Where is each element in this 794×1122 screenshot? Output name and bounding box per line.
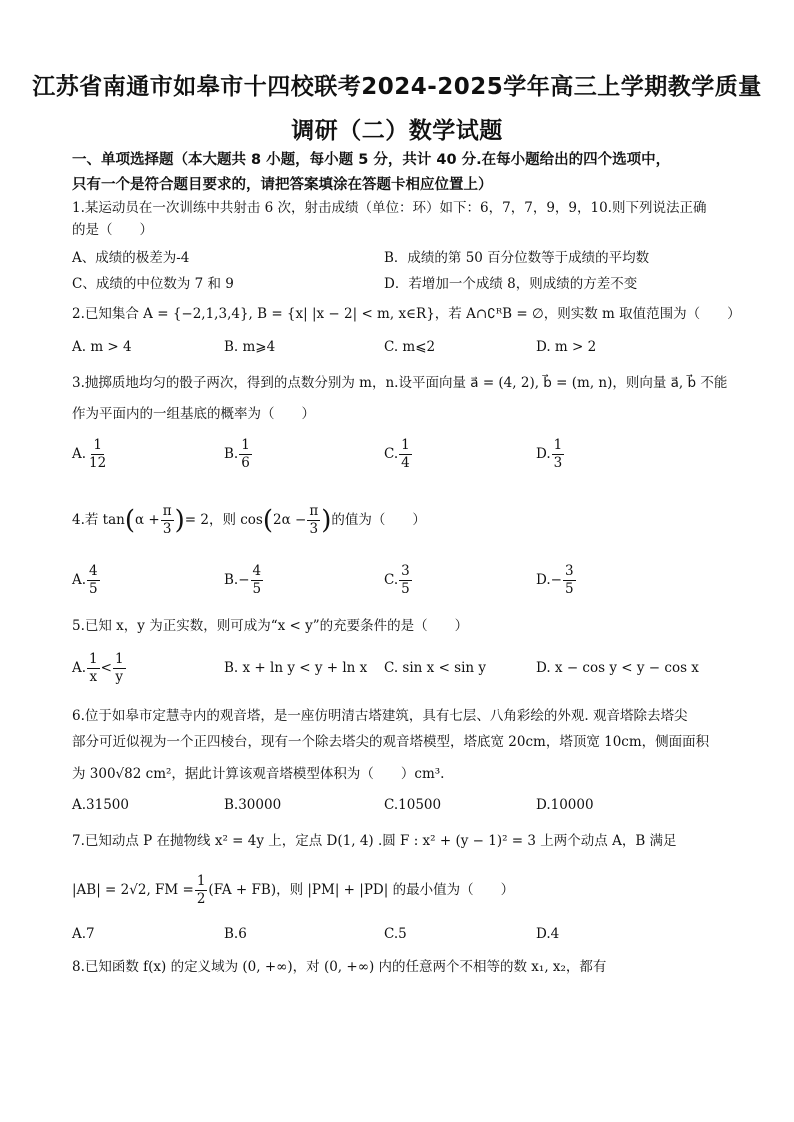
q6-option-c: C.10500 — [384, 797, 442, 813]
q7-stem-1: 7.已知动点 P 在抛物线 x² = 4y 上，定点 D(1, 4) .圆 F : x² + (y − 1)² = 3 上两个动点 A，B 满足 — [72, 833, 677, 849]
q2-stem: 2.已知集合 A = {−2,1,3,4}, B = {x| |x − 2| < m, x∈R}，若 A∩∁ᴿB = ∅，则实数 m 取值范围为（ ） — [72, 306, 741, 322]
q4-pi-b: π — [309, 503, 319, 519]
q2-option-c: C. m⩽2 — [384, 339, 436, 355]
q3-option-a — [72, 437, 109, 472]
title-line-1: 江苏省南通市如皋市十四校联考2024-2025学年高三上学期教学质量 — [32, 74, 762, 100]
q4-three-a: 3 — [162, 521, 172, 537]
q4-option-a-label: A. — [72, 572, 87, 588]
q5-option-a-num-1: 1 — [89, 651, 98, 667]
q8-stem: 8.已知函数 f(x) 的定义域为 (0, +∞)，对 (0, +∞) 内的任意两个不相等的数 x₁, x₂，都有 — [72, 959, 607, 975]
q7-half-numerator: 1 — [196, 873, 206, 889]
q4-option-b-fraction — [251, 563, 264, 598]
q4-prefix: 4.若 tan — [72, 512, 125, 528]
q7-option-d: D.4 — [536, 926, 560, 942]
q7-half-denominator: 2 — [196, 891, 206, 907]
q1-option-b: B．成绩的第 50 百分位数等于成绩的平均数 — [384, 250, 650, 266]
q7-option-a: A.7 — [72, 926, 95, 942]
q5-stem: 5.已知 x，y 为正实数，则可成为“x < y”的充要条件的是（ ） — [72, 618, 469, 634]
q5-option-a-den-2: y — [115, 669, 124, 685]
q4-eq: = 2，则 cos — [184, 512, 263, 528]
q5-option-d: D. x − cos y < y − cos x — [536, 660, 699, 676]
q6-stem-2: 部分可近似视为一个正四棱台，现有一个除去塔尖的观音塔模型，塔底宽 20cm，塔顶宽 10cm，侧面面积 — [72, 734, 710, 750]
q4-three-b: 3 — [309, 521, 319, 537]
q5-option-b: B. x + ln y < y + ln x — [224, 660, 368, 676]
title-line-2: 调研（二）数学试题 — [291, 118, 503, 144]
q4-option-d-sign: − — [550, 572, 562, 588]
q3-option-c — [384, 437, 413, 472]
q6-stem-3: 为 300√82 cm²，据此计算该观音塔模型体积为（ ）cm³. — [72, 766, 445, 782]
q3-option-a-denominator: 12 — [89, 455, 107, 471]
q4-paren-open-2: ( — [262, 505, 274, 536]
q4-suffix: 的值为（ ） — [331, 512, 426, 528]
q5-option-a-den-1: x — [89, 669, 98, 685]
section-heading — [72, 148, 732, 198]
q7-stem-2-part-b: (FA + FB)，则 |PM| + |PD| 的最小值为（ ） — [208, 882, 515, 898]
q4-option-a-numerator: 4 — [89, 563, 98, 579]
q5-option-a-num-2: 1 — [114, 651, 124, 667]
q3-option-a-fraction — [87, 437, 108, 472]
q4-arg1: α + — [135, 512, 160, 528]
q3-option-a-label: A. — [72, 446, 87, 462]
q5-option-a — [72, 651, 127, 686]
q3-option-d-numerator: 1 — [553, 437, 563, 453]
section-heading-line-2: 只有一个是符合题目要求的，请把答案填涂在答题卡相应位置上） — [72, 177, 493, 193]
q4-pi-over-3-b — [307, 503, 320, 538]
q6-stem-1: 6.位于如皋市定慧寺内的观音塔，是一座仿明清古塔建筑，具有七层、八角彩绘的外观. 观音塔除去塔尖 — [72, 708, 688, 724]
q6-option-a: A.31500 — [72, 797, 129, 813]
q3-option-d-fraction — [552, 437, 565, 472]
q4-arg2: 2α − — [273, 512, 307, 528]
q4-option-b-sign: − — [238, 572, 250, 588]
q5-option-c: C. sin x < sin y — [384, 660, 487, 676]
q4-option-c-denominator: 5 — [401, 581, 410, 597]
q7-half-fraction — [195, 873, 208, 908]
q4-option-d-numerator: 3 — [564, 563, 574, 579]
q3-option-c-numerator: 1 — [401, 437, 410, 453]
q3-option-c-label: C. — [384, 446, 399, 462]
q1-option-c: C、成绩的中位数为 7 和 9 — [72, 276, 234, 292]
q4-option-b-numerator: 4 — [252, 563, 262, 579]
q1-option-d: D．若增加一个成绩 8，则成绩的方差不变 — [384, 276, 638, 292]
q4-option-b-denominator: 5 — [252, 581, 262, 597]
q3-option-d-denominator: 3 — [553, 455, 563, 471]
q3-option-b-numerator: 1 — [241, 437, 250, 453]
q4-option-b — [224, 563, 264, 598]
q4-option-a — [72, 563, 101, 598]
q5-option-a-label: A. — [72, 660, 87, 676]
q2-option-b: B. m⩾4 — [224, 339, 276, 355]
q6-option-b: B.30000 — [224, 797, 282, 813]
q5-option-a-frac-2 — [113, 651, 126, 686]
q4-paren-close-2: ) — [321, 505, 332, 536]
q4-paren-open-1: ( — [124, 505, 135, 536]
q3-stem-2: 作为平面内的一组基底的概率为（ ） — [72, 406, 315, 422]
q4-paren-close-1: ) — [174, 505, 185, 536]
q3-option-b-denominator: 6 — [241, 455, 250, 471]
q7-stem-2-part-a: |AB| = 2√2, FM = — [72, 882, 194, 898]
q3-option-d-label: D. — [536, 446, 551, 462]
q4-pi-over-3-a — [161, 503, 174, 538]
q7-option-c: C.5 — [384, 926, 407, 942]
q4-option-c-numerator: 3 — [401, 563, 410, 579]
q3-option-a-numerator: 1 — [93, 437, 102, 453]
q4-option-d-fraction — [563, 563, 576, 598]
q4-pi-a: π — [162, 503, 172, 519]
q4-option-d-label: D. — [536, 572, 551, 588]
q3-option-c-denominator: 4 — [401, 455, 410, 471]
q4-option-d-denominator: 5 — [564, 581, 574, 597]
q3-option-b-fraction — [239, 437, 252, 472]
q4-option-c-fraction — [399, 563, 412, 598]
q4-stem — [72, 500, 732, 541]
q4-option-a-denominator: 5 — [89, 581, 98, 597]
q1-stem-2: 的是（ ） — [72, 222, 153, 238]
q7-stem-2 — [72, 872, 732, 908]
q6-option-d: D.10000 — [536, 797, 594, 813]
q4-option-c — [384, 563, 413, 598]
q4-option-c-label: C. — [384, 572, 399, 588]
q5-option-a-lt: < — [100, 660, 112, 676]
q3-option-b — [224, 437, 253, 472]
q4-option-a-fraction — [87, 563, 100, 598]
q3-option-b-label: B. — [224, 446, 239, 462]
q1-option-a: A、成绩的极差为-4 — [72, 250, 190, 266]
q4-option-b-label: B. — [224, 572, 239, 588]
q3-option-c-fraction — [399, 437, 412, 472]
q7-option-b: B.6 — [224, 926, 247, 942]
q5-option-a-frac-1 — [87, 651, 100, 686]
q1-stem-1: 1.某运动员在一次训练中共射击 6 次，射击成绩（单位：环）如下：6，7，7，9，9，10.则下列说法正确 — [72, 200, 707, 216]
q3-option-d — [536, 437, 565, 472]
q3-stem-1: 3.抛掷质地均匀的骰子两次，得到的点数分别为 m，n.设平面向量 a⃗ = (4, 2), b⃗ = (m, n)，则向量 a⃗, b⃗ 不能 — [72, 375, 728, 391]
q4-option-d — [536, 563, 577, 598]
q2-option-d: D. m > 2 — [536, 339, 597, 355]
q2-option-a: A. m > 4 — [72, 339, 132, 355]
section-heading-line-1: 一、单项选择题（本大题共 8 小题，每小题 5 分，共计 40 分.在每小题给出的四个选项中， — [72, 152, 671, 168]
